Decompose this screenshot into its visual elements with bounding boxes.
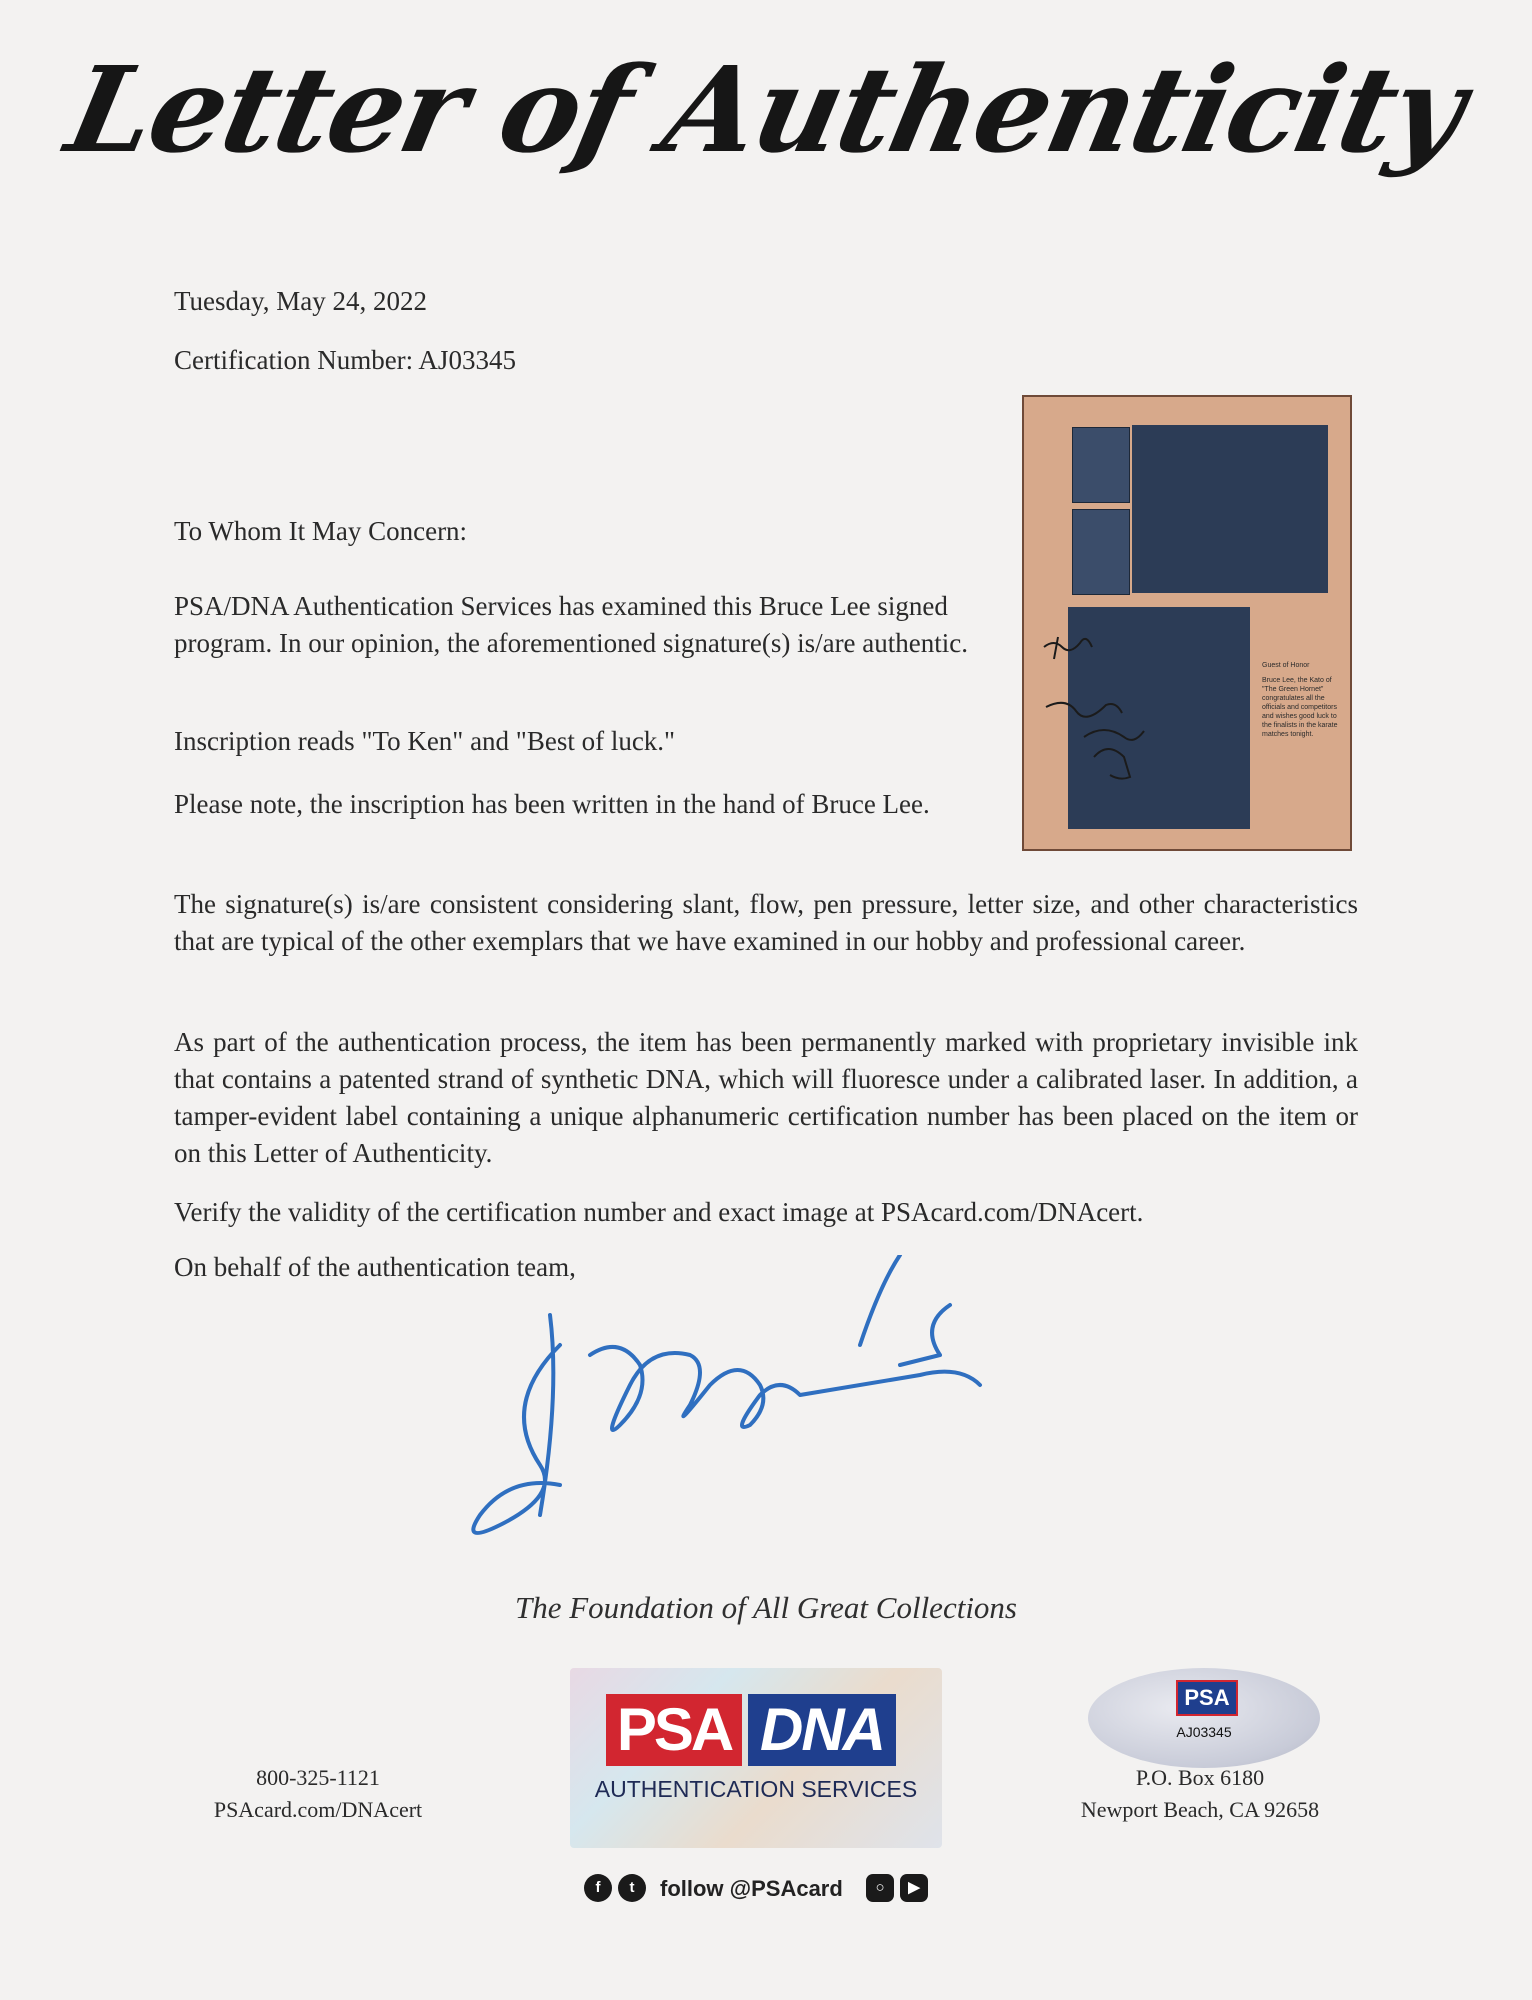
psa-hologram-sticker <box>1088 1668 1320 1768</box>
phone-number: 800-325-1121 <box>256 1765 380 1790</box>
paragraph-verify: Verify the validity of the certification number and exact image at PSAcard.com/DNAcert. <box>174 1197 1144 1227</box>
letter-date: Tuesday, May 24, 2022 <box>174 286 428 316</box>
authenticator-signature <box>440 1255 1080 1575</box>
salutation: To Whom It May Concern: <box>174 516 468 546</box>
inscription-ink <box>1024 397 1354 853</box>
contact-left <box>150 1762 486 1826</box>
twitter-icon: t <box>618 1874 646 1902</box>
tagline: The Foundation of All Great Collections <box>514 1590 1017 1625</box>
logo-psa-block: PSA <box>606 1694 742 1766</box>
address-line-1: P.O. Box 6180 <box>1135 1765 1265 1790</box>
website-link: PSAcard.com/DNAcert <box>213 1797 423 1822</box>
instagram-icon: ○ <box>866 1874 894 1902</box>
photo-caption-text: Bruce Lee, the Kato of "The Green Hornet" congratulates all the officials and competitors and wishes good luck to the finalists in the karate matches tonight. <box>1262 677 1338 738</box>
paragraph-consistency: The signature(s) is/are consistent considering slant, flow, pen pressure, letter size, and other characteristics that are typical of the other exemplars that we have examined in our hobby and professional career. <box>174 889 1358 956</box>
letter-title: Letter of Authenticity <box>56 40 1476 179</box>
follow-handle: follow @PSAcard <box>660 1876 843 1901</box>
paragraph-dna-ink: As part of the authentication process, the item has been permanently marked with proprietary invisible ink that contains a patented strand of synthetic DNA, which will fluoresce under a calibrated laser. In addition, a tamper-evident label containing a unique alphanumeric certification number has been placed on the item or on this Letter of Authenticity. <box>174 1027 1358 1168</box>
paragraph-closing: On behalf of the authentication team, <box>174 1252 576 1282</box>
social-follow-row <box>574 1868 940 1908</box>
contact-right <box>1030 1762 1370 1826</box>
paragraph-hand-note: Please note, the inscription has been written in the hand of Bruce Lee. <box>174 789 930 819</box>
youtube-icon: ▶ <box>900 1874 928 1902</box>
paragraph-inscription: Inscription reads "To Ken" and "Best of luck." <box>174 726 676 756</box>
psa-dna-logo <box>570 1668 942 1848</box>
certification-number: Certification Number: AJ03345 <box>174 345 516 375</box>
sticker-cert-number: AJ03345 <box>1176 1724 1232 1740</box>
sticker-psa-logo: PSA <box>1176 1680 1238 1716</box>
address-line-2: Newport Beach, CA 92658 <box>1080 1797 1320 1822</box>
paragraph-examination: PSA/DNA Authentication Services has examined this Bruce Lee signed program. In our opinion, the aforementioned signature(s) is/are authentic. <box>174 591 968 658</box>
logo-dna-block: DNA <box>748 1694 896 1766</box>
logo-subtitle: AUTHENTICATION SERVICES <box>594 1776 918 1802</box>
item-photo <box>1022 395 1352 851</box>
photo-caption-heading: Guest of Honor <box>1262 662 1310 669</box>
facebook-icon: f <box>584 1874 612 1902</box>
